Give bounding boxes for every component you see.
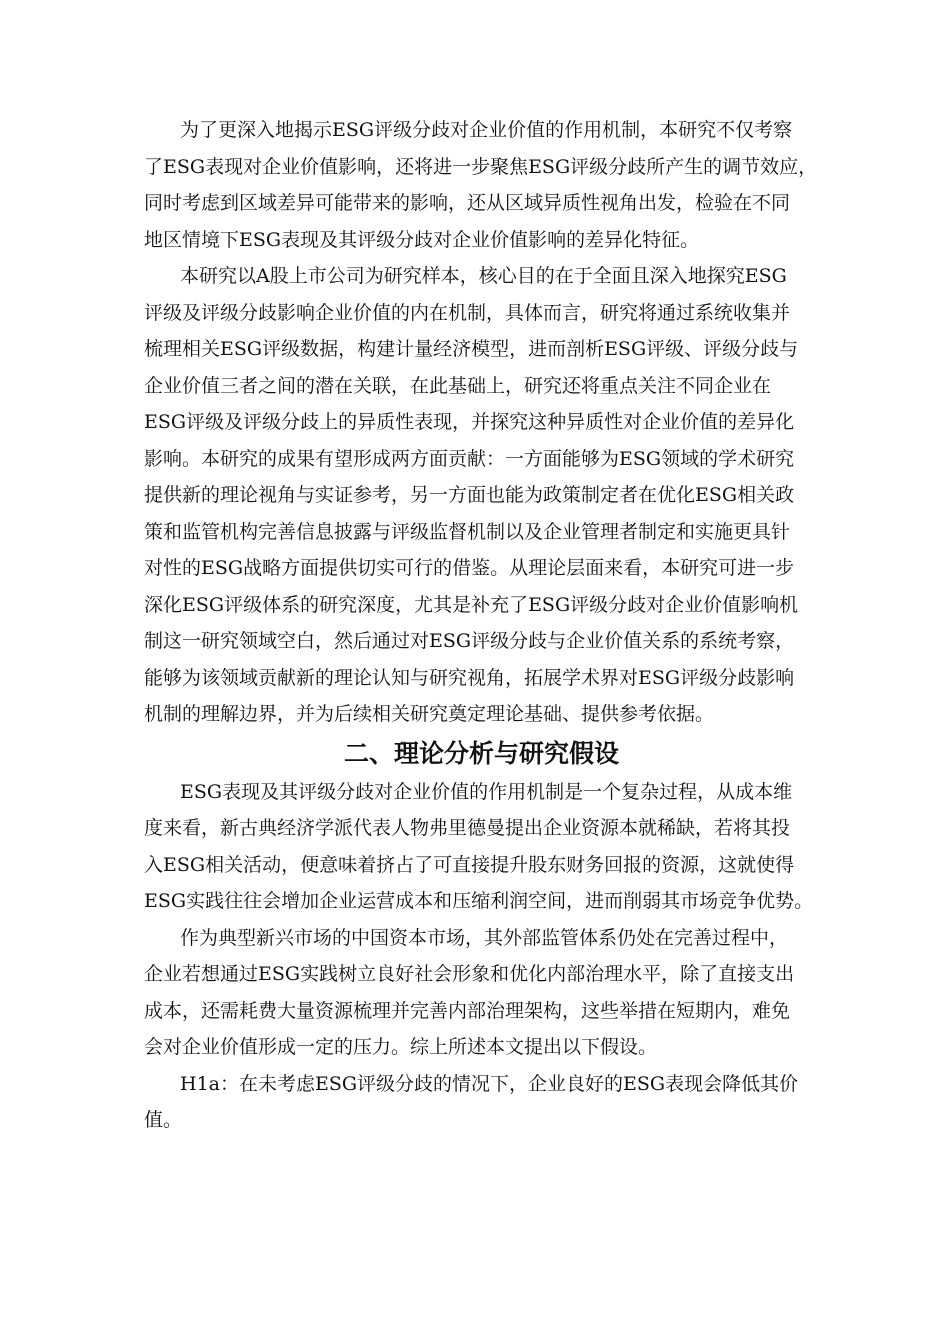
text-line: 度来看，新古典经济学派代表人物弗里德曼提出企业资源本就稀缺，若将其投 [144,817,791,839]
text-line: 成本，还需耗费大量资源梳理并完善内部治理架构，这些举措在短期内，难免 [144,999,791,1022]
text-line: 机制的理解边界，并为后续相关研究奠定理论基础、提供参考依据。 [144,703,715,725]
hypothesis-h1a [144,1066,809,1139]
text-line: 评级及评级分歧影响企业价值的内在机制，具体而言，研究将通过系统收集并 [144,301,791,324]
text-line: 入ESG相关活动，便意味着挤占了可直接提升股东财务回报的资源，这就使得 [144,853,795,876]
paragraph-4 [144,920,809,1066]
text-line: 梳理相关ESG评级数据，构建计量经济模型，进而剖析ESG评级、评级分歧与 [144,338,799,360]
text-line: 本研究以A股上市公司为研究样本，核心目的在于全面且深入地探究ESG [180,265,787,287]
text-line: H1a：在未考虑ESG评级分歧的情况下，企业良好的ESG表现会降低其价 [180,1072,799,1095]
paragraph-2 [144,258,809,733]
text-line: 企业价值三者之间的潜在关联，在此基础上，研究还将重点关注不同企业在 [144,374,772,397]
text-line: 提供新的理论视角与实证参考，另一方面也能为政策制定者在优化ESG相关政 [144,484,795,506]
text-line: 制这一研究领域空白，然后通过对ESG评级分歧与企业价值关系的系统考察， [144,630,795,652]
text-line: 同时考虑到区域差异可能带来的影响，还从区域异质性视角出发，检验在不同 [144,192,791,214]
text-line: 值。 [144,1109,183,1131]
text-line: 策和监管机构完善信息披露与评级监督机制以及企业管理者制定和实施更具针 [144,520,791,543]
text-line: 了ESG表现对企业价值影响，还将进一步聚焦ESG评级分歧所产生的调节效应， [144,155,818,178]
text-line: 能够为该领域贡献新的理论认知与研究视角，拓展学术界对ESG评级分歧影响 [144,666,795,689]
text-line: 对性的ESG战略方面提供切实可行的借鉴。从理论层面来看，本研究可进一步 [144,557,795,579]
text-line: 影响。本研究的成果有望形成两方面贡献：一方面能够为ESG领域的学术研究 [144,447,795,470]
paragraph-1 [144,112,818,258]
text-line: 为了更深入地揭示ESG评级分歧对企业价值的作用机制，本研究不仅考察 [180,119,793,141]
section-heading: 二、理论分析与研究假设 [343,738,619,768]
document-page [144,112,818,1139]
text-line: 会对企业价值形成一定的压力。综上所述本文提出以下假设。 [144,1036,658,1058]
text-line: ESG实践往往会增加企业运营成本和压缩利润空间，进而削弱其市场竞争优势。 [144,890,814,912]
text-line: 作为典型新兴市场的中国资本市场，其外部监管体系仍处在完善过程中， [180,926,789,949]
text-line: 地区情境下ESG表现及其评级分歧对企业价值影响的差异化特征。 [144,228,700,251]
text-line: 深化ESG评级体系的研究深度，尤其是补充了ESG评级分歧对企业价值影响机 [144,593,799,616]
text-line: ESG表现及其评级分歧对企业价值的作用机制是一个复杂过程，从成本维 [180,780,793,803]
text-line: ESG评级及评级分歧上的异质性表现，并探究这种异质性对企业价值的差异化 [144,411,795,433]
text-line: 企业若想通过ESG实践树立良好社会形象和优化内部治理水平，除了直接支出 [144,963,795,985]
paragraph-3 [144,774,814,920]
